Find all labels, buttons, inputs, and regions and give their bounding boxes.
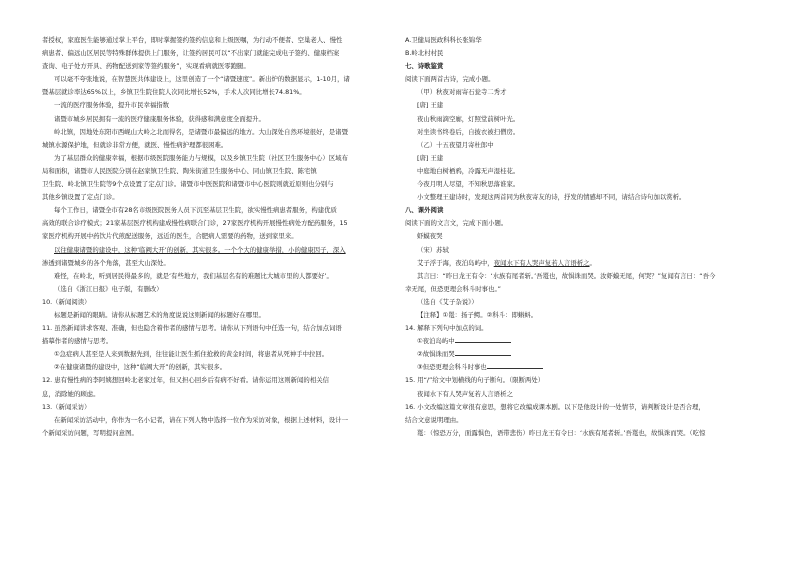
line-text: 中庭地白树栖鸦，冷露无声湿桂花。 bbox=[417, 166, 520, 175]
left-column-line bbox=[42, 309, 396, 322]
line-text: 15. 用“/”给文中划横线的句子断句。（限断两处） bbox=[405, 376, 545, 385]
right-column-line bbox=[405, 47, 755, 60]
left-column-line bbox=[42, 113, 396, 126]
right-column-line bbox=[405, 178, 755, 191]
line-text: 渗透到诸暨城乡的各个角落，甚至大山深处。 bbox=[42, 258, 170, 267]
line-text: 难怪，在岭北，听到居民得最多的，就是‘有些地方，我们基层名有的难题比大城市里的人都要好’。 bbox=[54, 271, 333, 280]
right-column-line bbox=[405, 99, 755, 112]
right-column-line bbox=[405, 414, 755, 427]
line-text: 其言曰：“昨日龙王有令：‘水族有尾者斩。’吾鼍也，故惧诛而哭。汝虾蟆无尾，何哭？”复闻有言曰：“吾今 bbox=[417, 271, 716, 280]
line-text: 今夜月明人尽望，不知秋思落谁家。 bbox=[417, 180, 520, 189]
left-column-line bbox=[42, 178, 396, 191]
right-column-line bbox=[405, 257, 755, 270]
left-column-line bbox=[42, 230, 396, 243]
left-column-line bbox=[42, 270, 396, 283]
line-text: 卫生院、岭北镇卫生院等9个点设置了定点门诊。诸暨市中医医院和诸暨市中心医院则就近原则也分别与 bbox=[42, 180, 334, 189]
left-column-line bbox=[42, 139, 396, 152]
line-text: 病患者、偏远山区居民等特殊群体提供上门服务，让签约居民可以“不出家门就能完成电子签约、健康档案 bbox=[42, 49, 340, 58]
line-text: 暨基层就诊率达65%以上，乡镇卫生院住院人次同比增长52%，手术人次同比增长74.81%。 bbox=[42, 88, 306, 97]
left-column-line bbox=[42, 165, 396, 178]
line-text: 在新闻采访活动中，你作为一名小记者，请在下列人物中选择一位作为采访对象，根据上述材料，设计一 bbox=[54, 415, 348, 424]
line-text: （乙）十五夜望月寄杜郎中 bbox=[417, 140, 494, 149]
left-column-line bbox=[42, 414, 396, 427]
right-column-line bbox=[405, 309, 755, 322]
right-column-line bbox=[405, 204, 755, 217]
right-column-line bbox=[405, 296, 755, 309]
line-text: [唐] 王建 bbox=[417, 153, 444, 162]
line-text: 夜闻水下有人哭声复若人言语析之 bbox=[417, 389, 513, 398]
line-text: 家医疗机构开展中药饮片代煎配送服务，远近的医生，合肥病人需要的药物，送到家里来。 bbox=[42, 232, 298, 241]
left-column bbox=[42, 34, 396, 440]
line-text: 高效的联合诊疗模式；21家基层医疗机构建成慢性病联合门诊，27家医疗机构开展慢性病处方配药服务，15 bbox=[42, 219, 348, 228]
line-text: 其他乡镇设置了定点门诊。 bbox=[42, 193, 119, 202]
right-column-line bbox=[405, 401, 755, 414]
line-text: 艾子浮于海，夜泊岛屿中，夜闻水下有人哭声复若人言语析之。 bbox=[417, 258, 596, 267]
right-column-line bbox=[405, 361, 755, 374]
line-text: （选自《浙江日报》电子版，有删改） bbox=[54, 284, 163, 293]
line-text: 11. 虽然新闻讲求客观、准确，但也隐含着作者的感情与思考。请你从下列语句中任选一句，结合加点词语 bbox=[42, 324, 342, 333]
line-text: 10.（新闻阅读） bbox=[42, 297, 91, 306]
line-text: B.岭北村村民 bbox=[405, 49, 444, 58]
right-column-line bbox=[405, 139, 755, 152]
left-column-line bbox=[42, 152, 396, 165]
right-column-line bbox=[405, 244, 755, 257]
line-text: 七、诗歌鉴赏 bbox=[405, 62, 444, 71]
line-text: ①夜泊岛屿中 bbox=[417, 337, 455, 346]
right-column-line bbox=[405, 73, 755, 86]
line-text: 局和面积，诸暨市人民医院分别在赵家镇卫生院、陶朱街道卫生服务中心、同山镇卫生院、陈宅镇 bbox=[42, 166, 317, 175]
left-column-line bbox=[42, 126, 396, 139]
right-column-line bbox=[405, 322, 755, 335]
right-column-line bbox=[405, 283, 755, 296]
left-column-line bbox=[42, 60, 396, 73]
left-column-line bbox=[42, 296, 396, 309]
line-text: 诸暨市城乡居民拥有一流的医疗健康服务体验，获得感和满意度全面提升。 bbox=[54, 114, 265, 123]
left-column-line bbox=[42, 99, 396, 112]
left-column-line bbox=[42, 388, 396, 401]
line-text: 夜山秋雨滴空廊，灯照堂前树叶光。 bbox=[417, 114, 520, 123]
line-text: 小文整理王建诗时，发现这两首同为秋夜寄友的诗，抒发的情感却不同，请结合诗句加以赏析。 bbox=[417, 193, 686, 202]
left-column-line bbox=[42, 34, 396, 47]
line-text: 【注释】①鼍：扬子鳄。②科斗：即蝌蚪。 bbox=[417, 310, 538, 319]
right-column-line bbox=[405, 34, 755, 47]
line-text: （甲）秋夜对雨寄石瓮寺二秀才 bbox=[417, 88, 507, 97]
left-column-line bbox=[42, 374, 396, 387]
right-column-line bbox=[405, 348, 755, 361]
line-text: 可以毫不夸张地说，在智慧医共体建设上，这里创造了一个“诸暨速度”。新出炉的数据显示，1-10月，诸 bbox=[54, 75, 350, 84]
underlined-sentence: 夜闻水下有人哭声复若人言语析之 bbox=[493, 258, 590, 267]
right-column-line bbox=[405, 126, 755, 139]
line-text: （宋）苏轼 bbox=[417, 245, 449, 254]
left-column-line bbox=[42, 427, 396, 440]
line-text: 虾蟆夜哭 bbox=[417, 232, 443, 241]
line-text: 一流的医疗服务体验，提升市民幸福指数 bbox=[54, 101, 170, 110]
line-text: 16. 小文改编这篇文章很有意思，想将它改编成课本剧。以下是他设计的一处情节，请判断设计是否合理， bbox=[405, 402, 705, 411]
right-column-line bbox=[405, 270, 755, 283]
line-text: 城镇水源保护地，但就诊非常方便，就医、慢性病护理都很困难。 bbox=[42, 140, 228, 149]
line-text: 岭北镇，因地处东阳市西岘山大岭之北而得名，是诸暨市最偏远的地方。大山深处自然环境很好，是诸暨 bbox=[54, 127, 348, 136]
left-column-line bbox=[42, 257, 396, 270]
line-text: 14. 解释下列句中加点的词。 bbox=[405, 324, 488, 333]
line-text: 八、课外阅读 bbox=[405, 206, 444, 215]
line-text: 个新闻采访问题，写明提问意图。 bbox=[42, 428, 138, 437]
right-column-line bbox=[405, 374, 755, 387]
right-column-line bbox=[405, 152, 755, 165]
line-text: 以往健康诸暨的建设中，这种‘临阙大开’的创新，其实很多。一个个大的健康举措，小的健康因子，深入 bbox=[54, 245, 346, 254]
right-column-line bbox=[405, 217, 755, 230]
left-column-line bbox=[42, 283, 396, 296]
left-column-line bbox=[42, 217, 396, 230]
line-text: 查询、电子处方开具、药物配送到家等签约服务”，实现看病就医零跑腿。 bbox=[42, 62, 250, 71]
left-column-line bbox=[42, 348, 396, 361]
line-text: 每个工作日，诸暨全市有28名市级医院医务人员下沉至基层卫生院，欲实慢性病患者服务，构建优质 bbox=[54, 206, 337, 215]
left-column-line bbox=[42, 322, 396, 335]
line-text: 结合文意说明理由。 bbox=[405, 415, 463, 424]
line-text: 为了基层群众的健康幸福，根据市级医院服务能力与规模，以及乡镇卫生院（社区卫生服务中心）区域布 bbox=[54, 153, 348, 162]
line-text: 幸无尾，但恐更理会科斗时事也。” bbox=[405, 284, 501, 293]
right-column bbox=[405, 34, 755, 440]
right-column-line bbox=[405, 86, 755, 99]
line-text: A.卫健局医政科科长张锦华 bbox=[405, 36, 482, 44]
line-text: [唐] 王建 bbox=[417, 101, 444, 110]
left-column-line bbox=[42, 361, 396, 374]
right-column-line bbox=[405, 230, 755, 243]
left-column-line bbox=[42, 73, 396, 86]
left-column-line bbox=[42, 335, 396, 348]
right-column-line bbox=[405, 165, 755, 178]
line-text: ③但恐更理会科斗时事也 bbox=[417, 363, 487, 372]
line-text: 者授权，家庭医生能够通过掌上平台，即时掌握签约签约信息和上级医嘱，为行动不便者、空巢老人、慢性 bbox=[42, 36, 343, 44]
answer-blank[interactable] bbox=[455, 348, 511, 356]
right-column-line bbox=[405, 388, 755, 401]
line-text: 阅读下面两首古诗，完成小题。 bbox=[405, 75, 495, 84]
line-text: 对坐读书终卷后，自披衣被扫僧房。 bbox=[417, 127, 520, 136]
line-text: ①急症病人甚至是人来到数据先到，往往能让医生抓住抢救的黄金时间，将患者从死神手中拉回。 bbox=[54, 350, 329, 359]
left-column-line bbox=[42, 86, 396, 99]
line-text: ②故惧诛而哭 bbox=[417, 350, 455, 359]
answer-blank[interactable] bbox=[455, 335, 511, 343]
line-text: 13.（新闻采访） bbox=[42, 402, 91, 411]
right-column-line bbox=[405, 335, 755, 348]
line-text: 12. 患有慢性病的李阿姨想回岭北老家过年，但又担心回乡后有病不好看。请你运用这则新闻的相关信 bbox=[42, 376, 329, 385]
left-column-line bbox=[42, 401, 396, 414]
left-column-line bbox=[42, 204, 396, 217]
right-column-line bbox=[405, 60, 755, 73]
right-column-line bbox=[405, 113, 755, 126]
line-text: （选自《艾子杂说》） bbox=[417, 297, 478, 306]
line-text: 标题是新闻的眼睛。请你从标题艺术的角度说说这则新闻的标题好在哪里。 bbox=[54, 310, 265, 319]
left-column-line bbox=[42, 244, 396, 257]
line-text: 息，消除她的顾虑。 bbox=[42, 389, 100, 398]
line-text: 描摹作者的感情与思考。 bbox=[42, 337, 113, 346]
line-text: 鼍：（惊恐万分，面露惧色，语带悲伤）昨日龙王有令曰：‘水族有尾者斩。’吾鼍也，故惧诛而哭。（吃惊 bbox=[417, 428, 706, 437]
line-text: ②在健康诸暨的建设中，这种“临阙大开”的创新，其实很多。 bbox=[54, 363, 227, 372]
answer-blank[interactable] bbox=[487, 361, 543, 369]
right-column-line bbox=[405, 191, 755, 204]
right-column-line bbox=[405, 427, 755, 440]
line-text: 阅读下面的文言文，完成下面小题。 bbox=[405, 219, 508, 228]
left-column-line bbox=[42, 47, 396, 60]
left-column-line bbox=[42, 191, 396, 204]
